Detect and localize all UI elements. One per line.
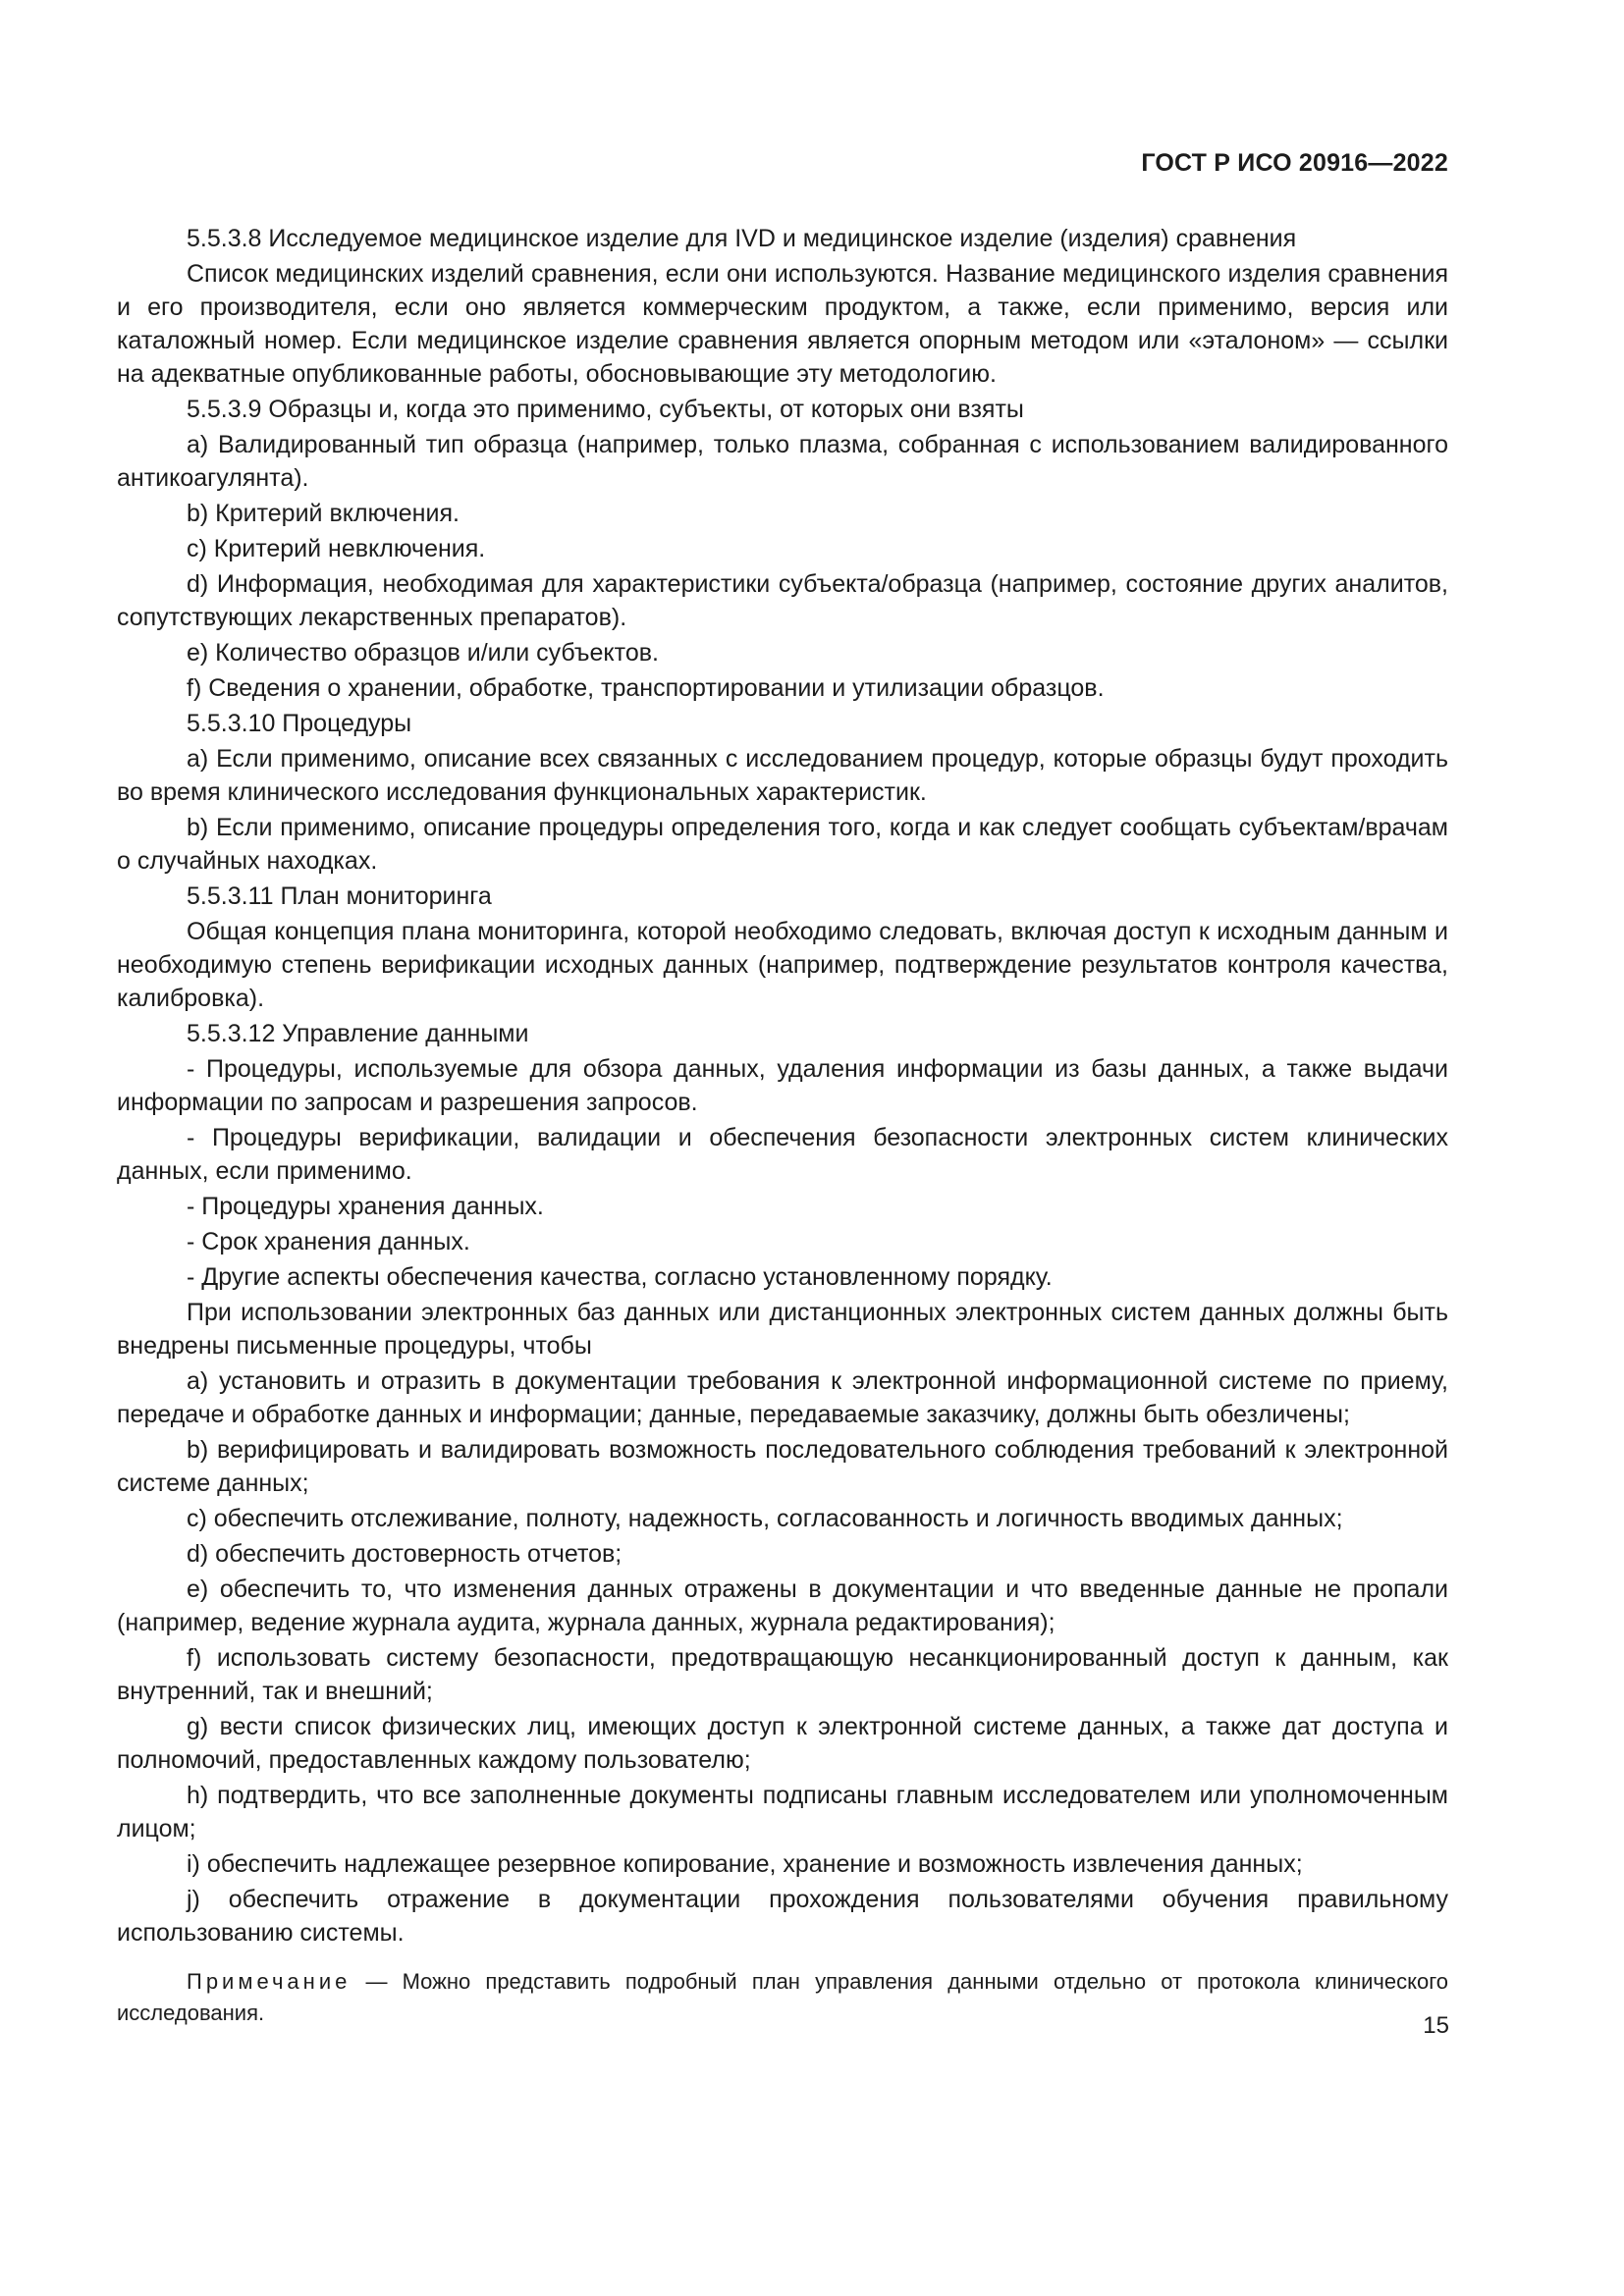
list-item: d) Информация, необходимая для характеристики субъекта/образца (например, состояние других аналитов, сопутствующих лекарственных препаратов). xyxy=(117,570,1448,631)
list-item: - Процедуры хранения данных. xyxy=(187,1193,544,1220)
standard-header: ГОСТ Р ИСО 20916—2022 xyxy=(1141,149,1448,177)
list-item: c) обеспечить отслеживание, полноту, надежность, согласованность и логичность вводимых данных; xyxy=(187,1505,1343,1532)
note xyxy=(117,1966,1448,2029)
list-item: f) использовать систему безопасности, предотвращающую несанкционированный доступ к данным, как внутренний, так и внешний; xyxy=(117,1644,1448,1705)
paragraph: При использовании электронных баз данных или дистанционных электронных систем данных должны быть внедрены письменные процедуры, чтобы xyxy=(117,1299,1448,1360)
list-item: - Процедуры верификации, валидации и обеспечения безопасности электронных систем клинических данных, если применимо. xyxy=(117,1124,1448,1185)
list-item: e) Количество образцов и/или субъектов. xyxy=(187,639,659,667)
document-body xyxy=(117,222,1448,2029)
section-heading-5-5-3-8: 5.5.3.8 Исследуемое медицинское изделие для IVD и медицинское изделие (изделия) сравнения xyxy=(187,225,1297,252)
section-heading-5-5-3-12: 5.5.3.12 Управление данными xyxy=(187,1020,529,1047)
section-heading-5-5-3-9: 5.5.3.9 Образцы и, когда это применимо, субъекты, от которых они взяты xyxy=(187,396,1024,423)
list-item: b) Критерий включения. xyxy=(187,500,460,527)
note-text: — Можно представить подробный план управления данными отдельно от протокола клинического исследования. xyxy=(117,1969,1448,2025)
list-item: e) обеспечить то, что изменения данных отражены в документации и что введенные данные не пропали (например, ведение журнала аудита, журнала данных, журнала редактирования); xyxy=(117,1575,1448,1636)
list-item: b) верифицировать и валидировать возможность последовательного соблюдения требований к электронной системе данных; xyxy=(117,1436,1448,1497)
list-item: a) Валидированный тип образца (например, только плазма, собранная с использованием валидированного антикоагулянта). xyxy=(117,431,1448,492)
list-item: a) Если применимо, описание всех связанных с исследованием процедур, которые образцы будут проходить во время клинического исследования функциональных характеристик. xyxy=(117,745,1448,806)
section-heading-5-5-3-10: 5.5.3.10 Процедуры xyxy=(187,710,412,737)
list-item: h) подтвердить, что все заполненные документы подписаны главным исследователем или уполномоченным лицом; xyxy=(117,1782,1448,1842)
section-heading-5-5-3-11: 5.5.3.11 План мониторинга xyxy=(187,882,492,910)
list-item: a) установить и отразить в документации требования к электронной информационной системе по приему, передаче и обработке данных и информации; данные, передаваемые заказчику, должны быть обезличены; xyxy=(117,1367,1448,1428)
list-item: d) обеспечить достоверность отчетов; xyxy=(187,1540,623,1568)
list-item: b) Если применимо, описание процедуры определения того, когда и как следует сообщать субъектам/врачам о случайных находках. xyxy=(117,814,1448,875)
list-item: - Процедуры, используемые для обзора данных, удаления информации из базы данных, а также выдачи информации по запросам и разрешения запросов. xyxy=(117,1055,1448,1116)
paragraph: Общая концепция плана мониторинга, которой необходимо следовать, включая доступ к исходным данным и необходимую степень верификации исходных данных (например, подтверждение результатов контроля качества, калибровка). xyxy=(117,918,1448,1012)
list-item: - Другие аспекты обеспечения качества, согласно установленному порядку. xyxy=(187,1263,1053,1291)
list-item: c) Критерий невключения. xyxy=(187,535,486,562)
list-item: j) обеспечить отражение в документации прохождения пользователями обучения правильному использованию системы. xyxy=(117,1886,1448,1947)
list-item: g) вести список физических лиц, имеющих доступ к электронной системе данных, а также дат доступа и полномочий, предоставленных каждому пользователю; xyxy=(117,1713,1448,1774)
paragraph: Список медицинских изделий сравнения, если они используются. Название медицинского изделия сравнения и его производителя, если оно является коммерческим продуктом, а также, если применимо, версия или каталожный номер. Если медицинское изделие сравнения является опорным методом или «эталоном» — ссылки на адекватные опубликованные работы, обосновывающие эту методологию. xyxy=(117,260,1448,388)
list-item: - Срок хранения данных. xyxy=(187,1228,470,1255)
note-label: Примечание xyxy=(187,1969,352,1994)
page-number: 15 xyxy=(1423,2012,1449,2039)
list-item: i) обеспечить надлежащее резервное копирование, хранение и возможность извлечения данных; xyxy=(187,1850,1303,1878)
list-item: f) Сведения о хранении, обработке, транспортировании и утилизации образцов. xyxy=(187,674,1105,702)
